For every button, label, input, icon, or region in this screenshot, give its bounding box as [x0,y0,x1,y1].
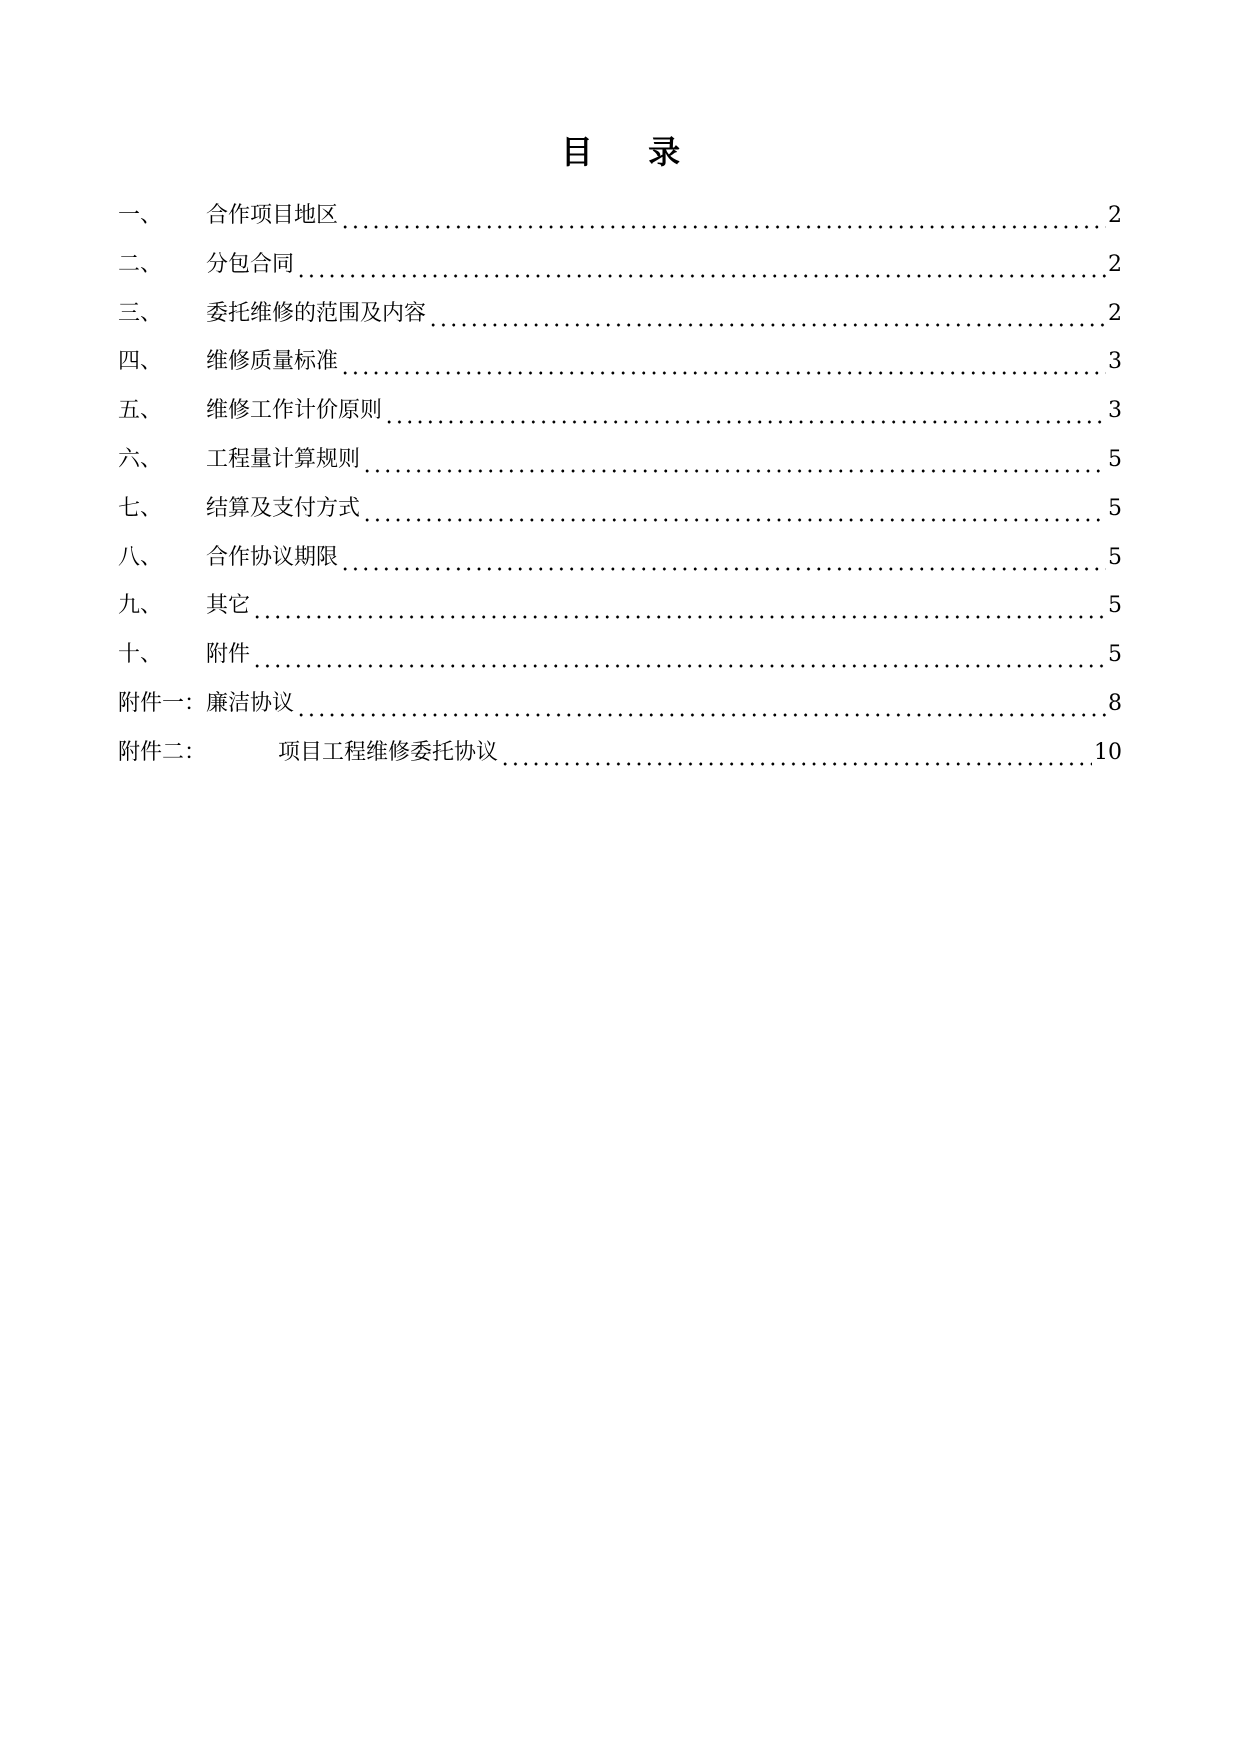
toc-entry-page: 5 [1108,593,1122,619]
toc-entry-label: 委托维修的范围及内容 [206,300,427,326]
toc-leader-dots [340,192,1106,241]
toc-entry[interactable] [118,436,1122,485]
toc-leader-dots [296,241,1106,290]
toc-entry[interactable] [118,241,1122,290]
toc-entry-label: 合作协议期限 [206,544,339,570]
toc-entry-page: 5 [1108,495,1122,521]
toc-entry-label: 合作项目地区 [206,203,339,228]
toc-entry-label: 工程量计算规则 [206,446,361,472]
toc-entry-number: 七、 [118,495,163,521]
toc-entry-number: 八、 [118,544,163,570]
toc-leader-dots [384,387,1106,436]
toc-entry-number: 附件一： [118,690,207,716]
toc-entry-number: 六、 [118,446,163,472]
toc-entry[interactable] [118,338,1122,387]
toc-entry-page: 3 [1108,398,1122,424]
toc-entry-page: 2 [1108,300,1122,326]
toc-entry-page: 5 [1108,544,1122,570]
toc-leader-dots [252,582,1106,631]
toc-entry-number: 三、 [118,300,163,326]
toc-entry-page: 5 [1108,446,1122,472]
toc-entry[interactable] [118,729,1122,778]
toc-entry-page: 8 [1108,690,1122,716]
toc-leader-dots [428,290,1106,339]
toc-entry-label: 附件 [206,642,251,668]
toc-leader-dots [362,436,1106,485]
toc-entry-number: 十、 [118,642,163,668]
toc-entry-page: 5 [1108,642,1122,668]
toc-leader-dots [362,485,1106,534]
toc-entry-label: 结算及支付方式 [206,495,361,521]
toc-entry-page: 2 [1108,203,1122,228]
toc-entry[interactable] [118,485,1122,534]
page-title: 目 录 [560,133,703,171]
toc-entry-label: 其它 [206,593,251,619]
toc-entry-label: 廉洁协议 [206,690,295,716]
toc-entry-number: 五、 [118,398,163,424]
toc-entry[interactable] [118,631,1122,680]
toc-entry[interactable] [118,387,1122,436]
toc-leader-dots [340,534,1106,583]
toc-entry-page: 3 [1108,349,1122,375]
toc-entry[interactable] [118,534,1122,583]
toc-entry-label: 维修质量标准 [206,349,339,375]
toc-entry-label: 项目工程维修委托协议 [278,739,499,765]
toc-entry-number: 二、 [118,251,163,277]
toc-leader-dots [500,729,1092,778]
table-of-contents [118,192,1122,778]
toc-leader-dots [296,680,1106,729]
toc-entry-number: 一、 [118,203,163,228]
toc-entry-page: 10 [1094,739,1122,765]
toc-entry-number: 附件二： [118,739,207,765]
toc-entry-page: 2 [1108,251,1122,277]
toc-entry[interactable] [118,290,1122,339]
toc-entry-label: 维修工作计价原则 [206,398,383,424]
toc-leader-dots [252,631,1106,680]
toc-leader-dots [340,338,1106,387]
toc-entry[interactable] [118,582,1122,631]
toc-entry-number: 九、 [118,593,163,619]
toc-entry[interactable] [118,192,1122,241]
toc-entry-label: 分包合同 [206,251,295,277]
toc-entry[interactable] [118,680,1122,729]
toc-entry-number: 四、 [118,349,163,375]
